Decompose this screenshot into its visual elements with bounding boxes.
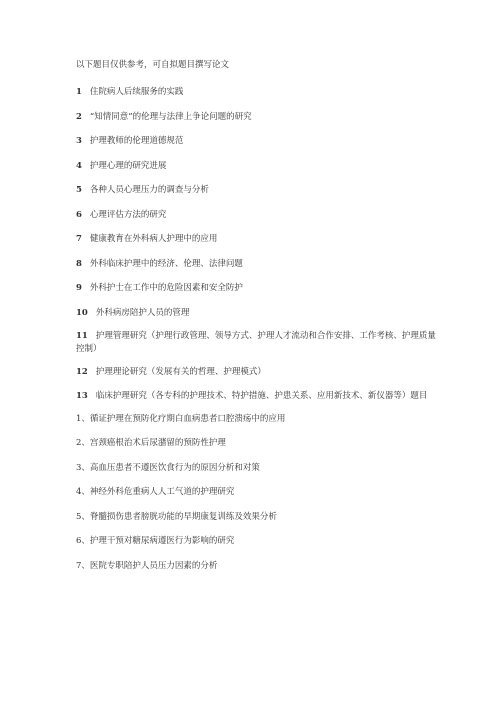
item-number: 6、 <box>76 536 90 546</box>
item-number: 3 <box>76 136 82 146</box>
item-text: 心理评估方法的研究 <box>89 209 167 220</box>
list-item <box>76 134 436 148</box>
item-number: 2 <box>76 111 82 122</box>
item-text: 外科临床护理中的经济、伦理、法律问题 <box>89 258 243 269</box>
list-item <box>76 510 436 524</box>
item-number: 5 <box>76 185 82 195</box>
item-text: 健康教育在外科病人护理中的应用 <box>89 234 218 244</box>
intro-text: 以下题目仅供参考，可自拟题目撰写论文 <box>76 60 230 70</box>
item-text: 循证护理在预防化疗期白血病患者口腔溃疡中的应用 <box>89 413 286 424</box>
list-item <box>76 365 436 379</box>
item-text: 医院专职陪护人员压力因素的分析 <box>89 560 218 571</box>
item-number: 2、 <box>76 438 90 448</box>
item-text: 护理教师的伦理道德规范 <box>89 136 184 146</box>
list-item <box>76 257 436 271</box>
list-item <box>76 281 436 295</box>
item-number: 6 <box>76 209 82 220</box>
item-number: 7、 <box>76 560 90 571</box>
list-item <box>76 485 436 499</box>
item-number: 7 <box>76 234 82 244</box>
item-text: 高血压患者不遵医饮食行为的原因分析和对策 <box>89 462 260 473</box>
item-number: 9 <box>76 283 82 293</box>
item-text: 神经外科危重病人人工气道的护理研究 <box>89 487 235 497</box>
item-text: 外科护士在工作中的危险因素和安全防护 <box>89 283 243 293</box>
item-text: 脊髓损伤患者膀胱功能的早期康复训练及效果分析 <box>89 511 277 522</box>
item-text: 护理理论研究（发展有关的哲理、护理模式） <box>95 367 266 377</box>
item-text: 护理心理的研究进展 <box>89 160 167 171</box>
item-text: 临床护理研究（各专科的护理技术、特护措施、护患关系、应用新技术、新仪器等）题目 <box>95 390 428 401</box>
item-number: 8 <box>76 258 82 269</box>
item-number: 1 <box>76 87 82 97</box>
list-item <box>76 412 436 426</box>
item-number: 10 <box>76 307 88 318</box>
list-item <box>76 461 436 475</box>
item-number: 5、 <box>76 511 90 522</box>
item-text: 宫颈癌根治术后尿潴留的预防性护理 <box>89 438 226 448</box>
item-text: 住院病人后续服务的实践 <box>89 87 184 97</box>
item-number: 4、 <box>76 487 90 497</box>
item-number: 3、 <box>76 462 90 473</box>
list-item <box>76 159 436 173</box>
list-item <box>76 534 436 548</box>
list-item <box>76 183 436 197</box>
item-number: 13 <box>76 390 88 401</box>
item-number: 1、 <box>76 413 90 424</box>
list-item <box>76 330 436 356</box>
list-item <box>76 85 436 99</box>
item-text: 护理管理研究（护理行政管理、领导方式、护理人才流动和合作安排、工作考核、护理质量控制） <box>76 331 436 354</box>
item-number: 12 <box>76 367 88 377</box>
list-item <box>76 306 436 320</box>
list-item <box>76 390 436 403</box>
list-item <box>76 232 436 246</box>
item-text: 护理干预对糖尿病遵医行为影响的研究 <box>89 536 235 546</box>
list-item <box>76 208 436 222</box>
list-item <box>76 559 436 573</box>
item-text: 各种人员心理压力的调查与分析 <box>89 185 209 195</box>
item-text: “知情同意”的伦理与法律上争论问题的研究 <box>89 111 252 122</box>
topic-list <box>76 85 436 583</box>
item-number: 11 <box>76 331 88 341</box>
list-item <box>76 436 436 450</box>
item-number: 4 <box>76 160 82 171</box>
item-text: 外科病房陪护人员的管理 <box>95 307 190 318</box>
list-item <box>76 110 436 124</box>
